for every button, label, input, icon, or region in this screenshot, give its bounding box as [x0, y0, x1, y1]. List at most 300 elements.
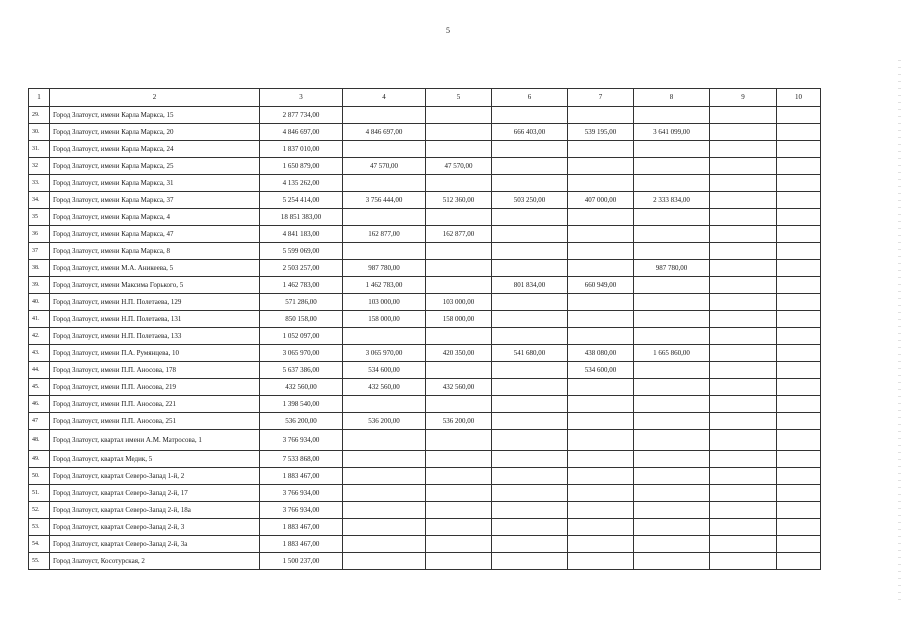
- col-5-value: [426, 451, 492, 468]
- col-9-value: [710, 311, 777, 328]
- address: Город Златоуст, имени Карла Маркса, 31: [50, 175, 260, 192]
- col-9-value: [710, 519, 777, 536]
- col-9-value: [710, 553, 777, 570]
- table-row: [29, 192, 821, 209]
- col-9-value: [710, 158, 777, 175]
- col-10-value: [777, 226, 821, 243]
- col-9-value: [710, 209, 777, 226]
- col-3-value: 1 398 540,00: [260, 396, 343, 413]
- row-number: 49.: [29, 451, 50, 468]
- col-9-value: [710, 124, 777, 141]
- col-6-value: [492, 430, 568, 451]
- row-number: 37: [29, 243, 50, 260]
- col-4-value: 3 756 444,00: [343, 192, 426, 209]
- col-3-value: 3 766 934,00: [260, 430, 343, 451]
- col-7-value: [568, 468, 634, 485]
- col-10-value: [777, 485, 821, 502]
- col-3-value: 2 503 257,00: [260, 260, 343, 277]
- col-10-value: [777, 362, 821, 379]
- col-8-value: [634, 141, 710, 158]
- col-7-value: [568, 430, 634, 451]
- col-6-value: [492, 260, 568, 277]
- col-8-value: [634, 209, 710, 226]
- col-5-value: [426, 485, 492, 502]
- col-4-value: 534 600,00: [343, 362, 426, 379]
- address: Город Златоуст, квартал имени А.М. Матросова, 1: [50, 430, 260, 451]
- row-number: 42.: [29, 328, 50, 345]
- address: Город Златоуст, квартал Северо-Запад 2-й, 3а: [50, 536, 260, 553]
- col-4-value: 162 877,00: [343, 226, 426, 243]
- col-5-value: [426, 141, 492, 158]
- col-5-value: [426, 502, 492, 519]
- col-3-value: 1 052 097,00: [260, 328, 343, 345]
- row-number: 51.: [29, 485, 50, 502]
- col-6-value: [492, 328, 568, 345]
- col-4-value: [343, 468, 426, 485]
- col-3-value: 4 135 262,00: [260, 175, 343, 192]
- table-row: [29, 468, 821, 485]
- col-8-value: [634, 502, 710, 519]
- col-7-value: 539 195,00: [568, 124, 634, 141]
- col-4-value: 536 200,00: [343, 413, 426, 430]
- row-number: 50.: [29, 468, 50, 485]
- col-6-value: [492, 485, 568, 502]
- address: Город Златоуст, квартал Медик, 5: [50, 451, 260, 468]
- col-8-value: 2 333 834,00: [634, 192, 710, 209]
- col-7-value: [568, 209, 634, 226]
- col-4-value: 158 000,00: [343, 311, 426, 328]
- address: Город Златоуст, имени П.П. Аносова, 221: [50, 396, 260, 413]
- col-4-value: [343, 243, 426, 260]
- table-row: [29, 311, 821, 328]
- scan-edge-artifact: [898, 60, 901, 600]
- col-3-value: 5 599 069,00: [260, 243, 343, 260]
- col-8-value: [634, 226, 710, 243]
- address: Город Златоуст, имени Карла Маркса, 37: [50, 192, 260, 209]
- address: Город Златоуст, имени Н.П. Полетаева, 131: [50, 311, 260, 328]
- col-8-value: [634, 485, 710, 502]
- col-10-value: [777, 468, 821, 485]
- col-8-value: [634, 451, 710, 468]
- col-4-value: 432 560,00: [343, 379, 426, 396]
- col-9-value: [710, 502, 777, 519]
- col-4-value: [343, 502, 426, 519]
- table-row: [29, 294, 821, 311]
- col-header-6: 6: [492, 89, 568, 107]
- col-9-value: [710, 345, 777, 362]
- col-9-value: [710, 396, 777, 413]
- col-6-value: [492, 175, 568, 192]
- col-10-value: [777, 277, 821, 294]
- col-4-value: 47 570,00: [343, 158, 426, 175]
- col-7-value: [568, 502, 634, 519]
- row-number: 52.: [29, 502, 50, 519]
- col-5-value: [426, 468, 492, 485]
- row-number: 54.: [29, 536, 50, 553]
- col-3-value: 18 851 383,00: [260, 209, 343, 226]
- col-10-value: [777, 158, 821, 175]
- col-9-value: [710, 260, 777, 277]
- col-4-value: [343, 553, 426, 570]
- col-8-value: [634, 430, 710, 451]
- table-row: [29, 124, 821, 141]
- col-10-value: [777, 430, 821, 451]
- header-row: [29, 89, 821, 107]
- col-4-value: [343, 396, 426, 413]
- col-7-value: [568, 226, 634, 243]
- col-10-value: [777, 502, 821, 519]
- col-header-3: 3: [260, 89, 343, 107]
- address: Город Златоуст, имени П.А. Румянцева, 10: [50, 345, 260, 362]
- col-9-value: [710, 107, 777, 124]
- col-header-4: 4: [343, 89, 426, 107]
- col-10-value: [777, 379, 821, 396]
- col-9-value: [710, 485, 777, 502]
- row-number: 41.: [29, 311, 50, 328]
- col-10-value: [777, 413, 821, 430]
- col-3-value: 3 766 934,00: [260, 485, 343, 502]
- col-10-value: [777, 107, 821, 124]
- col-8-value: 987 780,00: [634, 260, 710, 277]
- page-number: 5: [446, 26, 450, 35]
- row-number: 29.: [29, 107, 50, 124]
- address: Город Златоуст, имени Н.П. Полетаева, 129: [50, 294, 260, 311]
- table-row: [29, 277, 821, 294]
- col-5-value: [426, 124, 492, 141]
- col-10-value: [777, 396, 821, 413]
- col-7-value: [568, 379, 634, 396]
- col-5-value: [426, 328, 492, 345]
- col-10-value: [777, 294, 821, 311]
- table-row: [29, 430, 821, 451]
- table-row: [29, 502, 821, 519]
- col-6-value: [492, 209, 568, 226]
- col-7-value: [568, 485, 634, 502]
- col-3-value: 5 254 414,00: [260, 192, 343, 209]
- row-number: 45.: [29, 379, 50, 396]
- row-number: 55.: [29, 553, 50, 570]
- col-3-value: 5 637 386,00: [260, 362, 343, 379]
- row-number: 46.: [29, 396, 50, 413]
- table-row: [29, 209, 821, 226]
- col-4-value: [343, 175, 426, 192]
- col-4-value: [343, 209, 426, 226]
- col-6-value: [492, 396, 568, 413]
- col-5-value: [426, 430, 492, 451]
- table-row: [29, 345, 821, 362]
- col-3-value: 571 286,00: [260, 294, 343, 311]
- col-8-value: 1 665 860,00: [634, 345, 710, 362]
- row-number: 39.: [29, 277, 50, 294]
- col-header-8: 8: [634, 89, 710, 107]
- col-header-1: 1: [29, 89, 50, 107]
- col-10-value: [777, 345, 821, 362]
- col-5-value: [426, 209, 492, 226]
- col-5-value: [426, 175, 492, 192]
- col-8-value: [634, 413, 710, 430]
- table-row: [29, 451, 821, 468]
- col-3-value: 536 200,00: [260, 413, 343, 430]
- col-7-value: [568, 396, 634, 413]
- col-8-value: [634, 158, 710, 175]
- address: Город Златоуст, имени Карла Маркса, 4: [50, 209, 260, 226]
- col-5-value: 536 200,00: [426, 413, 492, 430]
- row-number: 34.: [29, 192, 50, 209]
- col-4-value: [343, 430, 426, 451]
- table-row: [29, 107, 821, 124]
- col-8-value: [634, 536, 710, 553]
- col-6-value: 541 680,00: [492, 345, 568, 362]
- col-3-value: 1 883 467,00: [260, 468, 343, 485]
- table-row: [29, 141, 821, 158]
- col-4-value: [343, 451, 426, 468]
- table-row: [29, 226, 821, 243]
- col-9-value: [710, 451, 777, 468]
- col-5-value: 512 360,00: [426, 192, 492, 209]
- col-7-value: 438 080,00: [568, 345, 634, 362]
- address: Город Златоуст, квартал Северо-Запад 2-й, 17: [50, 485, 260, 502]
- data-table: [28, 88, 821, 570]
- col-9-value: [710, 362, 777, 379]
- col-7-value: [568, 175, 634, 192]
- address: Город Златоуст, имени Н.П. Полетаева, 133: [50, 328, 260, 345]
- col-5-value: 432 560,00: [426, 379, 492, 396]
- address: Город Златоуст, имени М.А. Аникеева, 5: [50, 260, 260, 277]
- row-number: 53.: [29, 519, 50, 536]
- col-9-value: [710, 192, 777, 209]
- table-row: [29, 396, 821, 413]
- col-5-value: [426, 243, 492, 260]
- col-6-value: [492, 379, 568, 396]
- col-8-value: [634, 379, 710, 396]
- col-10-value: [777, 260, 821, 277]
- col-9-value: [710, 536, 777, 553]
- col-7-value: 660 949,00: [568, 277, 634, 294]
- col-6-value: 666 403,00: [492, 124, 568, 141]
- col-8-value: [634, 294, 710, 311]
- col-4-value: 4 846 697,00: [343, 124, 426, 141]
- table-row: [29, 158, 821, 175]
- col-3-value: 1 837 010,00: [260, 141, 343, 158]
- col-4-value: 987 780,00: [343, 260, 426, 277]
- col-7-value: 407 000,00: [568, 192, 634, 209]
- address: Город Златоуст, имени Карла Маркса, 25: [50, 158, 260, 175]
- col-7-value: [568, 328, 634, 345]
- table-row: [29, 379, 821, 396]
- col-9-value: [710, 430, 777, 451]
- col-8-value: [634, 553, 710, 570]
- col-10-value: [777, 451, 821, 468]
- address: Город Златоуст, имени Карла Маркса, 20: [50, 124, 260, 141]
- col-7-value: [568, 311, 634, 328]
- address: Город Златоуст, имени П.П. Аносова, 219: [50, 379, 260, 396]
- row-number: 44.: [29, 362, 50, 379]
- col-5-value: 47 570,00: [426, 158, 492, 175]
- col-6-value: [492, 553, 568, 570]
- table-row: [29, 243, 821, 260]
- col-3-value: 3 065 970,00: [260, 345, 343, 362]
- col-6-value: [492, 158, 568, 175]
- col-3-value: 2 877 734,00: [260, 107, 343, 124]
- col-9-value: [710, 468, 777, 485]
- address: Город Златоуст, квартал Северо-Запад 2-й, 18а: [50, 502, 260, 519]
- table-row: [29, 485, 821, 502]
- col-10-value: [777, 311, 821, 328]
- col-5-value: [426, 553, 492, 570]
- row-number: 36: [29, 226, 50, 243]
- col-5-value: 158 000,00: [426, 311, 492, 328]
- col-4-value: [343, 536, 426, 553]
- row-number: 35: [29, 209, 50, 226]
- col-header-9: 9: [710, 89, 777, 107]
- col-8-value: [634, 328, 710, 345]
- col-7-value: [568, 141, 634, 158]
- col-10-value: [777, 328, 821, 345]
- table-body: [29, 107, 821, 570]
- col-10-value: [777, 209, 821, 226]
- col-3-value: 4 841 183,00: [260, 226, 343, 243]
- col-6-value: [492, 294, 568, 311]
- col-5-value: 103 000,00: [426, 294, 492, 311]
- col-6-value: [492, 413, 568, 430]
- table-row: [29, 519, 821, 536]
- col-10-value: [777, 175, 821, 192]
- col-9-value: [710, 226, 777, 243]
- address: Город Златоуст, квартал Северо-Запад 2-й, 3: [50, 519, 260, 536]
- col-6-value: 503 250,00: [492, 192, 568, 209]
- col-4-value: 103 000,00: [343, 294, 426, 311]
- col-9-value: [710, 243, 777, 260]
- col-4-value: [343, 328, 426, 345]
- col-7-value: [568, 243, 634, 260]
- col-header-7: 7: [568, 89, 634, 107]
- col-6-value: [492, 226, 568, 243]
- col-10-value: [777, 141, 821, 158]
- col-7-value: [568, 158, 634, 175]
- col-5-value: [426, 260, 492, 277]
- col-5-value: [426, 277, 492, 294]
- col-3-value: 1 883 467,00: [260, 519, 343, 536]
- col-10-value: [777, 553, 821, 570]
- table-row: [29, 553, 821, 570]
- col-8-value: [634, 396, 710, 413]
- col-6-value: [492, 451, 568, 468]
- col-6-value: [492, 141, 568, 158]
- col-5-value: [426, 536, 492, 553]
- row-number: 38.: [29, 260, 50, 277]
- col-5-value: [426, 396, 492, 413]
- col-10-value: [777, 192, 821, 209]
- col-7-value: [568, 553, 634, 570]
- table-row: [29, 175, 821, 192]
- col-7-value: [568, 536, 634, 553]
- col-3-value: 1 500 237,00: [260, 553, 343, 570]
- row-number: 31.: [29, 141, 50, 158]
- col-header-5: 5: [426, 89, 492, 107]
- col-9-value: [710, 175, 777, 192]
- col-5-value: [426, 107, 492, 124]
- row-number: 32: [29, 158, 50, 175]
- col-7-value: [568, 260, 634, 277]
- col-4-value: [343, 141, 426, 158]
- table-row: [29, 413, 821, 430]
- row-number: 40.: [29, 294, 50, 311]
- col-8-value: [634, 311, 710, 328]
- col-5-value: [426, 519, 492, 536]
- address: Город Златоуст, имени Карла Маркса, 47: [50, 226, 260, 243]
- address: Город Златоуст, имени Карла Маркса, 24: [50, 141, 260, 158]
- col-6-value: [492, 311, 568, 328]
- table-row: [29, 536, 821, 553]
- col-9-value: [710, 294, 777, 311]
- table-row: [29, 362, 821, 379]
- col-3-value: 4 846 697,00: [260, 124, 343, 141]
- col-8-value: [634, 519, 710, 536]
- address: Город Златоуст, имени П.П. Аносова, 178: [50, 362, 260, 379]
- address: Город Златоуст, имени П.П. Аносова, 251: [50, 413, 260, 430]
- col-9-value: [710, 328, 777, 345]
- col-7-value: [568, 107, 634, 124]
- row-number: 48.: [29, 430, 50, 451]
- row-number: 30.: [29, 124, 50, 141]
- col-10-value: [777, 243, 821, 260]
- col-4-value: 3 065 970,00: [343, 345, 426, 362]
- table-row: [29, 328, 821, 345]
- col-9-value: [710, 277, 777, 294]
- address: Город Златоуст, Косотурская, 2: [50, 553, 260, 570]
- col-5-value: 162 877,00: [426, 226, 492, 243]
- col-6-value: [492, 107, 568, 124]
- row-number: 33.: [29, 175, 50, 192]
- col-6-value: 801 834,00: [492, 277, 568, 294]
- col-10-value: [777, 124, 821, 141]
- col-3-value: 7 533 868,00: [260, 451, 343, 468]
- col-7-value: 534 600,00: [568, 362, 634, 379]
- col-3-value: 1 883 467,00: [260, 536, 343, 553]
- col-8-value: [634, 107, 710, 124]
- col-6-value: [492, 468, 568, 485]
- col-4-value: [343, 107, 426, 124]
- col-5-value: 420 350,00: [426, 345, 492, 362]
- row-number: 47: [29, 413, 50, 430]
- address: Город Златоуст, имени Карла Маркса, 15: [50, 107, 260, 124]
- col-4-value: 1 462 783,00: [343, 277, 426, 294]
- col-3-value: 432 560,00: [260, 379, 343, 396]
- address: Город Златоуст, квартал Северо-Запад 1-й, 2: [50, 468, 260, 485]
- col-4-value: [343, 519, 426, 536]
- col-6-value: [492, 502, 568, 519]
- col-6-value: [492, 519, 568, 536]
- col-7-value: [568, 413, 634, 430]
- col-6-value: [492, 243, 568, 260]
- col-7-value: [568, 294, 634, 311]
- col-8-value: [634, 175, 710, 192]
- col-8-value: [634, 468, 710, 485]
- col-6-value: [492, 536, 568, 553]
- col-10-value: [777, 519, 821, 536]
- col-8-value: [634, 277, 710, 294]
- col-header-2: 2: [50, 89, 260, 107]
- col-9-value: [710, 413, 777, 430]
- col-9-value: [710, 141, 777, 158]
- col-7-value: [568, 451, 634, 468]
- col-3-value: 1 650 879,00: [260, 158, 343, 175]
- col-6-value: [492, 362, 568, 379]
- col-4-value: [343, 485, 426, 502]
- col-3-value: 3 766 934,00: [260, 502, 343, 519]
- row-number: 43.: [29, 345, 50, 362]
- col-8-value: [634, 243, 710, 260]
